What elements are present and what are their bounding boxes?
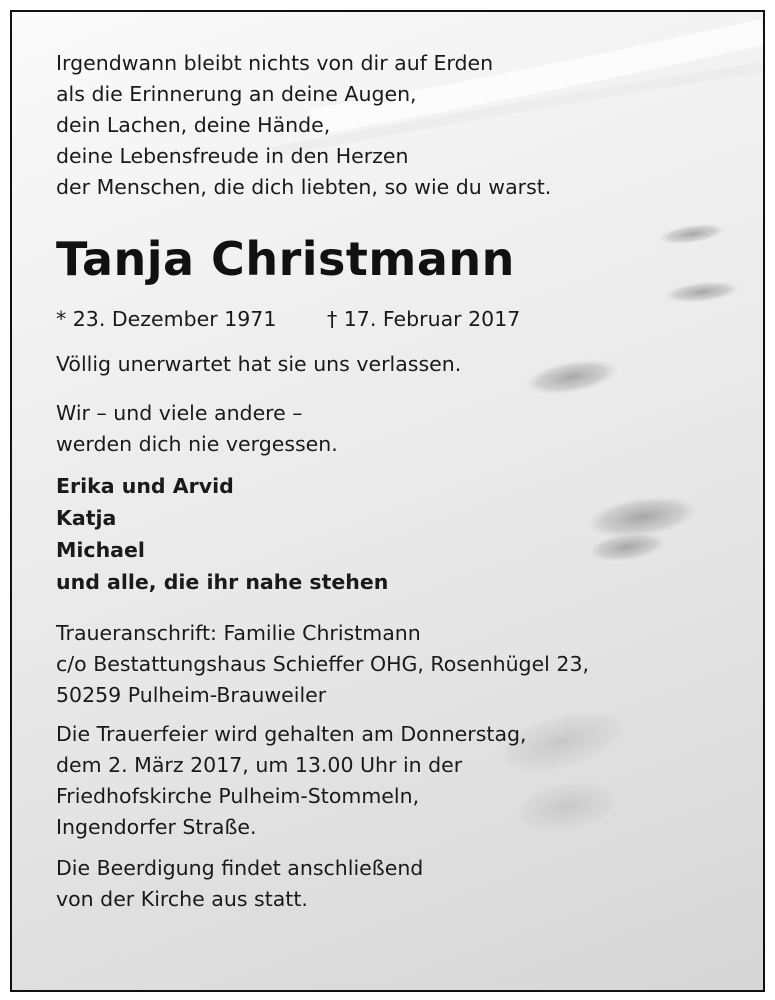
address-line: 50259 Pulheim-Brauweiler	[56, 683, 327, 707]
poem-line: der Menschen, die dich liebten, so wie du warst.	[56, 175, 552, 199]
ceremony-line: dem 2. März 2017, um 13.00 Uhr in der	[56, 753, 463, 777]
family-line: Erika und Arvid	[56, 474, 234, 498]
family-line: Katja	[56, 506, 117, 530]
remembrance-line: Wir – und viele andere –	[56, 401, 303, 425]
family-line: und alle, die ihr nahe stehen	[56, 570, 389, 594]
remembrance-line: werden dich nie vergessen.	[56, 432, 338, 456]
poem-line: Irgendwann bleibt nichts von dir auf Erden	[56, 51, 494, 75]
family-line: Michael	[56, 538, 145, 562]
ceremony-line: Ingendorfer Straße.	[56, 815, 257, 839]
ceremony-line: Die Trauerfeier wird gehalten am Donnerstag,	[56, 722, 527, 746]
birth-date: * 23. Dezember 1971	[56, 307, 277, 331]
burial-info	[56, 853, 736, 915]
ceremony-line: Friedhofskirche Pulheim-Stommeln,	[56, 784, 420, 808]
address-line: Traueranschrift: Familie Christmann	[56, 621, 421, 645]
obituary-content	[56, 48, 736, 915]
burial-line: Die Beerdigung findet anschließend	[56, 856, 424, 880]
poem	[56, 48, 736, 203]
life-dates	[56, 304, 736, 335]
burial-line: von der Kirche aus statt.	[56, 887, 308, 911]
obituary-card	[10, 10, 765, 992]
deceased-name: Tanja Christmann	[56, 232, 515, 286]
address-line: c/o Bestattungshaus Schieffer OHG, Rosenhügel 23,	[56, 652, 589, 676]
remembrance	[56, 398, 736, 460]
poem-line: dein Lachen, deine Hände,	[56, 113, 331, 137]
poem-line: als die Erinnerung an deine Augen,	[56, 82, 417, 106]
death-date: † 17. Februar 2017	[327, 307, 521, 331]
statement	[56, 349, 736, 380]
family-signatures	[56, 470, 736, 598]
ceremony-info	[56, 719, 736, 843]
statement-text: Völlig unerwartet hat sie uns verlassen.	[56, 352, 462, 376]
poem-line: deine Lebensfreude in den Herzen	[56, 144, 409, 168]
mourning-address	[56, 618, 736, 711]
